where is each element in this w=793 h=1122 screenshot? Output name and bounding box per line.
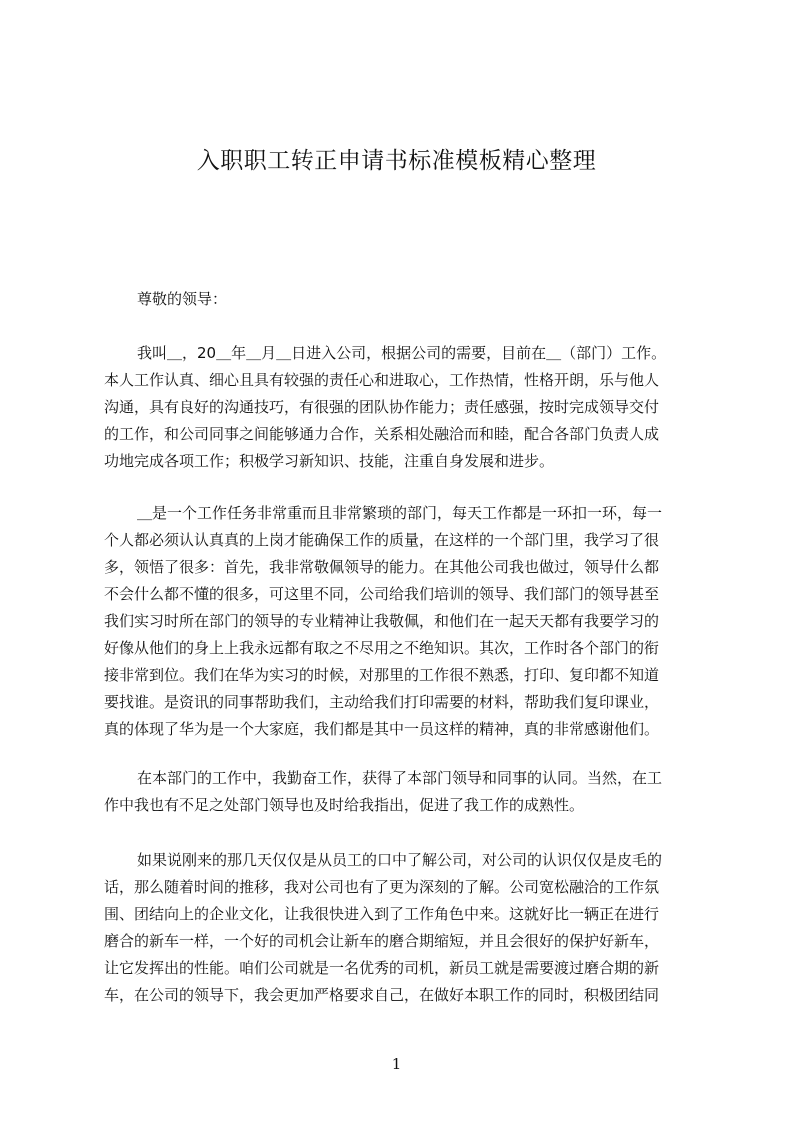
paragraph-line: 围、团结向上的企业文化，让我很快进入到了工作角色中来。这就好比一辆正在进行 [104,905,660,923]
paragraph-department [104,500,700,743]
paragraph-work-performance [104,765,700,819]
document-title: 入职职工转正申请书标准模板精心整理 [196,148,597,174]
paragraph-line: ＿是一个工作任务非常重而且非常繁琐的部门，每天工作都是一环扣一环，每一 [137,504,663,522]
paragraph-line: 我叫＿，20＿年＿月＿日进入公司，根据公司的需要，目前在＿（部门）工作。 [137,344,667,362]
paragraph-line: 在本部门的工作中，我勤奋工作，获得了本部门领导和同事的认同。当然，在工 [137,769,663,787]
paragraph-line: 不会什么都不懂的很多，可这里不同，公司给我们培训的领导、我们部门的领导甚至 [104,585,660,603]
paragraph-company-understanding [104,847,700,1009]
paragraph-line: 个人都必须认认真真的上岗才能确保工作的质量，在这样的一个部门里，我学习了很 [104,531,660,549]
paragraph-line: 要找谁。是资讯的同事帮助我们，主动给我们打印需要的材料，帮助我们复印课业， [104,693,660,711]
paragraph-line: 功地完成各项工作；积极学习新知识、技能，注重自身发展和进步。 [104,452,555,470]
salutation: 尊敬的领导： [137,290,228,308]
paragraph-line: 的工作，和公司同事之间能够通力合作，关系相处融洽而和睦，配合各部门负责人成 [104,425,660,443]
paragraph-line: 我们实习时所在部门的领导的专业精神让我敬佩，和他们在一起天天都有我要学习的 [104,612,660,630]
paragraph-line: 磨合的新车一样，一个好的司机会让新车的磨合期缩短，并且会很好的保护好新车， [104,932,660,950]
paragraph-line: 接非常到位。我们在华为实习的时候，对那里的工作很不熟悉，打印、复印都不知道 [104,666,660,684]
paragraph-line: 沟通，具有良好的沟通技巧，有很强的团队协作能力；责任感强，按时完成领导交付 [104,398,660,416]
paragraph-line: 作中我也有不足之处部门领导也及时给我指出，促进了我工作的成熟性。 [104,796,585,814]
paragraph-line: 本人工作认真、细心且具有较强的责任心和进取心，工作热情，性格开朗，乐与他人 [104,371,660,389]
paragraph-line: 如果说刚来的那几天仅仅是从员工的口中了解公司，对公司的认识仅仅是皮毛的 [137,851,663,869]
paragraph-line: 好像从他们的身上上我永远都有取之不尽用之不绝知识。其次，工作时各个部门的衔 [104,639,660,657]
paragraph-line: 话，那么随着时间的推移，我对公司也有了更为深刻的了解。公司宽松融洽的工作氛 [104,878,660,896]
paragraph-line: 多，领悟了很多：首先，我非常敬佩领导的能力。在其他公司我也做过，领导什么都 [104,558,660,576]
paragraph-line: 真的体现了华为是一个大家庭，我们都是其中一员这样的精神，真的非常感谢他们。 [104,720,660,738]
page-number: 1 [391,1055,402,1073]
paragraph-line: 让它发挥出的性能。咱们公司就是一名优秀的司机，新员工就是需要渡过磨合期的新 [104,959,660,977]
paragraph-line: 车，在公司的领导下，我会更加严格要求自己，在做好本职工作的同时，积极团结同 [104,986,660,1004]
paragraph-introduction [104,340,700,475]
